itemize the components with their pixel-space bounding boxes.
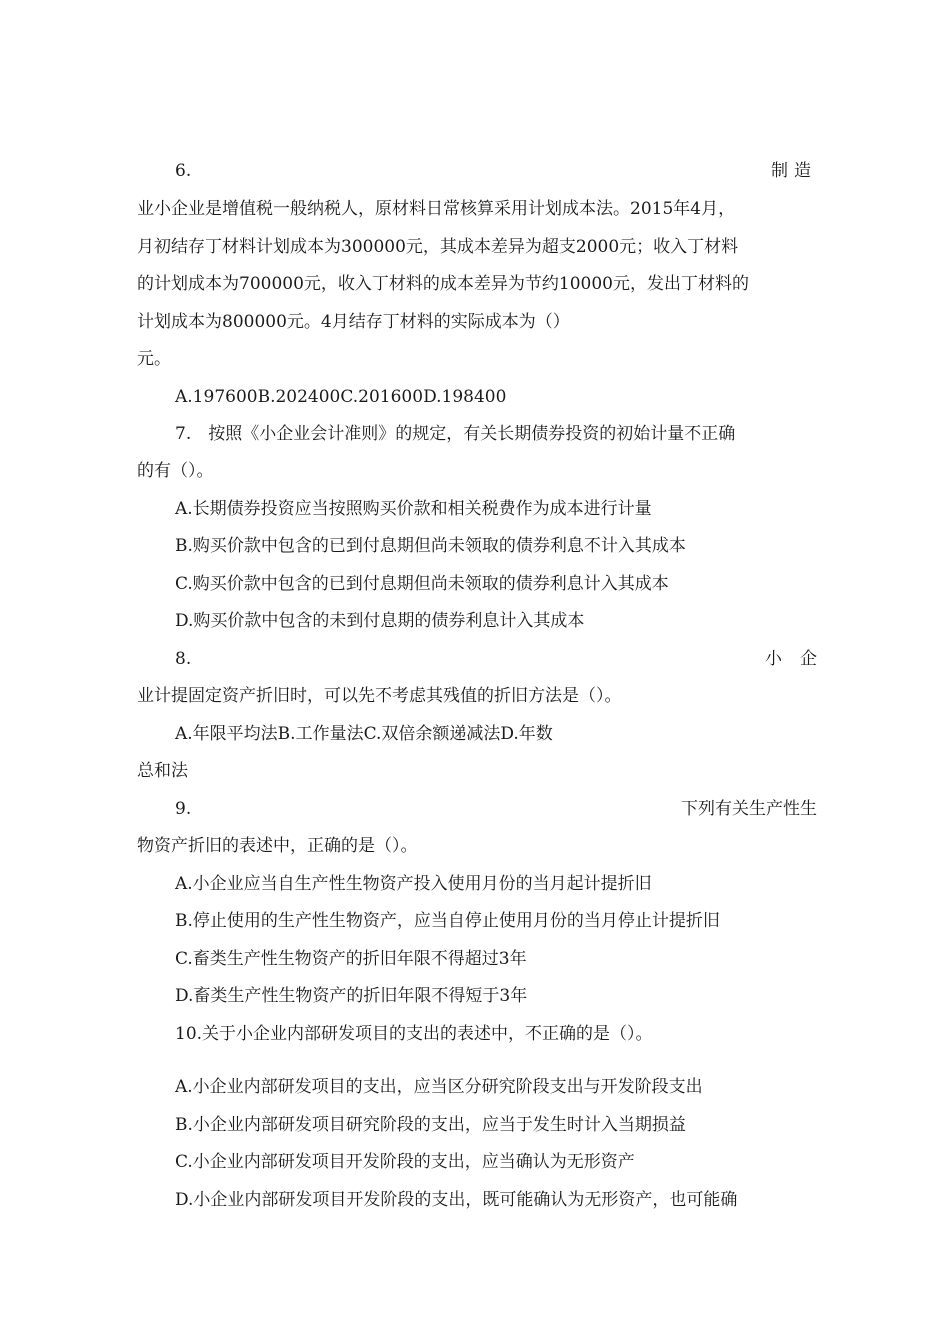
q10-option-c: C.小企业内部研发项目开发阶段的支出，应当确认为无形资产: [175, 1152, 635, 1172]
q6-number: 6.: [175, 161, 192, 181]
q6-line-3: 的计划成本为700000元，收入丁材料的成本差异为节约10000元，发出丁材料的: [137, 274, 749, 294]
q9-number: 9.: [175, 799, 192, 819]
q6-line-1: 业小企业是增值税一般纳税人，原材料日常核算采用计划成本法。2015年4月，: [137, 199, 736, 219]
q9-heading-text: 下列有关生产性生: [681, 799, 817, 819]
q8-heading: [137, 647, 835, 671]
q8-options-cont: 总和法: [137, 761, 188, 781]
q7-stem-line-2: 的有（）。: [137, 461, 214, 481]
q7-stem-line-1: 7. 按照《小企业会计准则》的规定，有关长期债券投资的初始计量不正确: [175, 424, 736, 444]
q10-option-d: D.小企业内部研发项目开发阶段的支出，既可能确认为无形资产，也可能确: [175, 1190, 738, 1210]
q7-option-b: B.购买价款中包含的已到付息期但尚未领取的债券利息不计入其成本: [175, 536, 686, 556]
q10-stem: 10.关于小企业内部研发项目的支出的表述中，不正确的是（）。: [175, 1024, 653, 1044]
q6-heading: [137, 159, 817, 183]
q10-option-a: A.小企业内部研发项目的支出，应当区分研究阶段支出与开发阶段支出: [175, 1077, 703, 1097]
q9-option-c: C.畜类生产性生物资产的折旧年限不得超过3年: [175, 949, 527, 969]
q8-options: A.年限平均法B.工作量法C.双倍余额递减法D.年数: [175, 724, 553, 744]
q8-heading-text: 小企: [765, 649, 835, 669]
q7-option-c: C.购买价款中包含的已到付息期但尚未领取的债券利息计入其成本: [175, 574, 669, 594]
q6-line-4: 计划成本为800000元。4月结存丁材料的实际成本为（）: [137, 312, 570, 332]
q9-option-a: A.小企业应当自生产性生物资产投入使用月份的当月起计提折旧: [175, 874, 652, 894]
q10-option-b: B.小企业内部研发项目研究阶段的支出，应当于发生时计入当期损益: [175, 1115, 686, 1135]
q8-number: 8.: [175, 649, 192, 669]
q7-option-d: D.购买价款中包含的未到付息期的债券利息计入其成本: [175, 611, 585, 631]
q9-line: 物资产折旧的表述中，正确的是（）。: [137, 836, 418, 856]
q6-options: A.197600B.202400C.201600D.198400: [175, 387, 507, 407]
q9-heading: [137, 797, 817, 821]
q6-heading-text: 制造: [771, 161, 817, 181]
q9-option-b: B.停止使用的生产性生物资产，应当自停止使用月份的当月停止计提折旧: [175, 911, 720, 931]
q6-line-2: 月初结存丁材料计划成本为300000元，其成本差异为超支2000元；收入丁材料: [137, 237, 739, 257]
q8-line: 业计提固定资产折旧时，可以先不考虑其残值的折旧方法是（）。: [137, 686, 622, 706]
q9-option-d: D.畜类生产性生物资产的折旧年限不得短于3年: [175, 986, 528, 1006]
q7-option-a: A.长期债券投资应当按照购买价款和相关税费作为成本进行计量: [175, 499, 652, 519]
q6-line-5: 元。: [137, 349, 171, 369]
